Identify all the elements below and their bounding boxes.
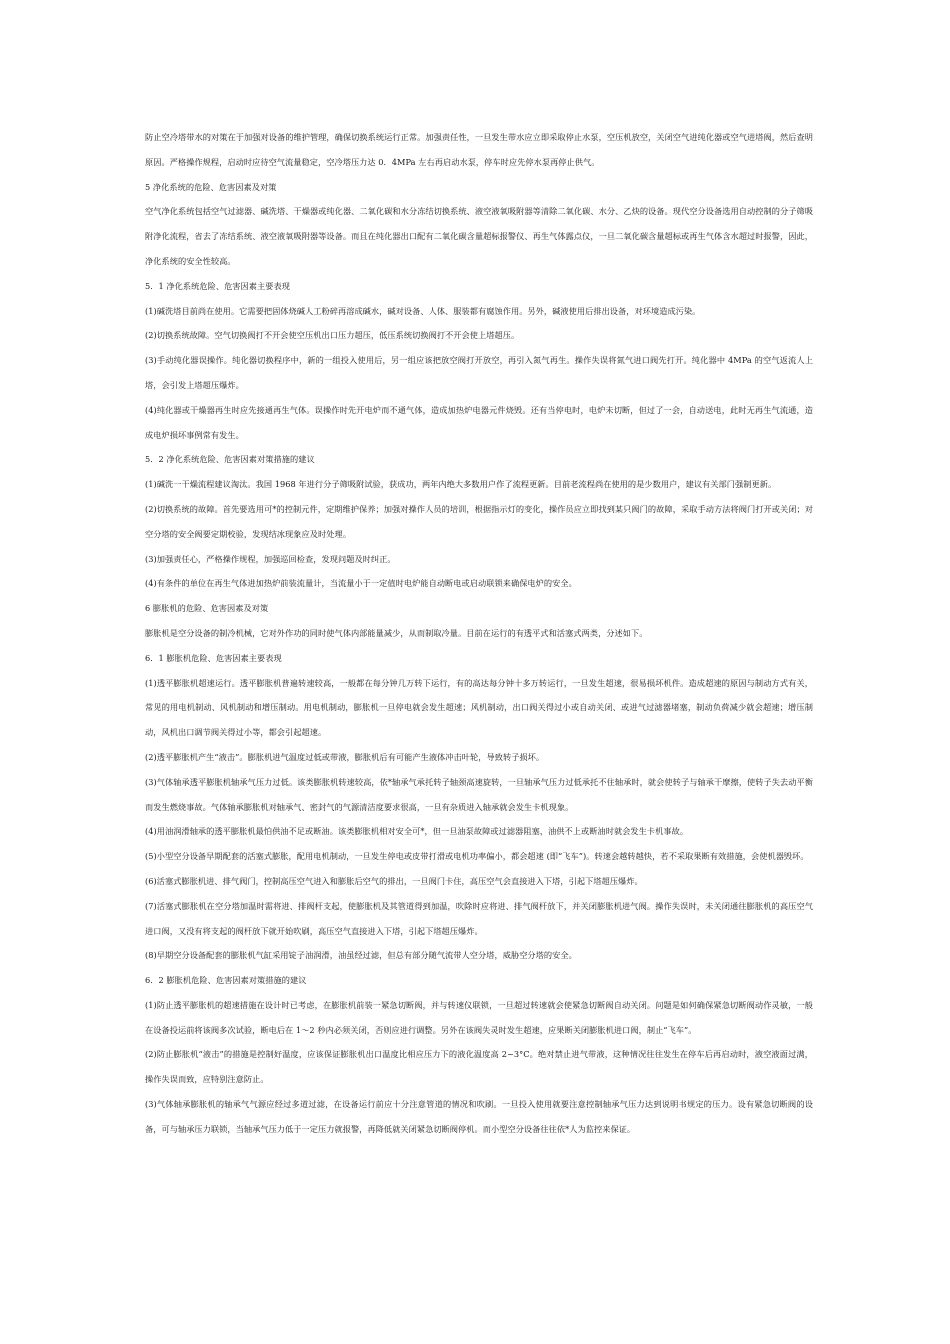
paragraph: 空气净化系统包括空气过滤器、碱洗塔、干燥器或纯化器、二氧化碳和水分冻结切换系统、液空液氧吸附器等清除二氧化碳、水分、乙炔的设备。现代空分设备选用自动控制的分子筛吸附净化流程，省去了冻结系统、液空液氧吸附器等设备。而且在纯化器出口配有二氧化碳含量超标报警仪、再生气体露点仪，一旦二氧化碳含量超标或再生气体含水超过时报警，因此，净化系统的安全性较高。 (145, 206, 813, 266)
subsection-heading: 6．1 膨胀机危险、危害因素主要表现 (145, 652, 282, 663)
list-item: (1)碱洗一干燥流程建议淘汰。我国 1968 年进行分子筛吸附试验，获成功，两年内绝大多数用户作了流程更新。目前老流程尚在使用的是少数用户，建议有关部门强制更新。 (145, 479, 777, 490)
list-item: (7)活塞式膨胀机在空分塔加温时需将进、排阀杆支起，使膨胀机及其管道得到加温，吹除时应将进、排气阀杆放下，并关闭膨胀机进气阀。操作失误时，未关闭通往膨胀机的高压空气进口阀，又没有将支起的阀杆放下就开始吹刷，高压空气直接进入下塔，引起下塔超压爆炸。 (145, 900, 813, 936)
list-item: (8)早期空分设备配套的膨胀机气缸采用锭子油润滑，油虽经过滤，但总有部分随气流带人空分塔，威胁空分塔的安全。 (145, 950, 577, 961)
list-item: (4)用油润滑轴承的透平膨胀机最怕供油不足或断油。该类膨胀机相对安全可*，但一旦油泵故障或过滤器阻塞，油供不上或断油时就会发生卡机事故。 (145, 826, 689, 837)
list-item: (5)小型空分设备早期配套的活塞式膨胀，配用电机制动，一旦发生停电或皮带打滑或电机功率偏小，都会超速 (即“飞车”)。转速会越转越快，若不采取果断有效措施，会使机器毁坏。 (145, 851, 809, 862)
list-item: (2)切换系统故障。空气切换阀打不开会使空压机出口压力超压，低压系统切换阀打不开会使上塔超压。 (145, 330, 520, 341)
list-item: (4)有条件的单位在再生气体进加热炉前装流量计，当流量小于一定值时电炉能自动断电或启动联锁来确保电炉的安全。 (145, 578, 577, 589)
list-item: (4)纯化器或干燥器再生时应先接通再生气体。误操作时先开电炉而不通气体，造成加热炉电器元件烧毁。还有当停电时，电炉未切断，但过了一会，自动送电，此时无再生气流通，造成电炉损坏事例常有发生。 (145, 404, 813, 440)
list-item: (1)透平膨胀机超速运行。透平膨胀机普遍转速较高，一般都在每分钟几万转下运行，有的高达每分钟十多万转运行，一旦发生超速，很易损坏机件。造成超速的原因与制动方式有关，常见的用电机制动、风机制动和增压制动。用电机制动，膨胀机一旦停电就会发生超速；风机制动，出口阀关得过小或自动关闭、或进气过滤器堵塞，制动负荷减少就会超速；增压制动，风机出口调节阀关得过小等，都会引起超速。 (145, 677, 813, 738)
list-item: (1)防止透平膨胀机的超速措施在设计时已考虑，在膨胀机前装一紧急切断阀，并与转速仪联锁，一旦超过转速就会使紧急切断阀自动关闭。问题是如何确保紧急切断阀动作灵敏，一般在设备投运前将该阀多次试验，断电后在 1～2 秒内必须关闭，否则应进行调整。另外在该阀失灵时发生超速，应果断关闭膨胀机进口阀，制止“飞车”。 (145, 999, 813, 1035)
list-item: (3)手动纯化器误操作。纯化器切换程序中，新的一组投入使用后，另一组应该把放空阀打开放空，再引入氮气再生。操作失误将氮气进口阀先打开。纯化器中 4MPa 的空气返流人上塔，会引发上塔超压爆炸。 (145, 355, 813, 390)
section-heading: 6 膨胀机的危险、危害因素及对策 (145, 603, 269, 614)
list-item: (2)透平膨胀机产生“液击”。膨胀机进气温度过低或带液，膨胀机后有可能产生液体冲击叶轮，导致转子损坏。 (145, 751, 545, 762)
list-item: (3)气体轴承透平膨胀机轴承气压力过低。该类膨胀机转速较高，依*轴承气承托转子轴颈高速旋转，一旦轴承气压力过低承托不住轴承时，就会使转子与轴承干摩擦，使转子失去动平衡而发生燃烧事故。气体轴承膨胀机对轴承气、密封气的气源清洁度要求很高，一旦有杂质进入轴承就会发生卡机现象。 (145, 776, 813, 812)
subsection-heading: 5．1 净化系统危险、危害因素主要表现 (145, 280, 290, 291)
list-item: (6)活塞式膨胀机进、排气阀门，控制高压空气进入和膨胀后空气的排出，一旦阀门卡住，高压空气会直接进入下塔，引起下塔超压爆炸。 (145, 875, 643, 886)
section-heading: 5 净化系统的危险、危害因素及对策 (145, 181, 277, 192)
list-item: (3)气体轴承膨胀机的轴承气气源应经过多道过滤，在设备运行前应十分注意管道的情况和吹刷。一旦投入使用就要注意控制轴承气压力达到说明书规定的压力。设有紧急切断阀的设备，可与轴承压力联锁，当轴承气压力低于一定压力就报警，再降低就关闭紧急切断阀停机。而小型空分设备往往依*人为监控来保证。 (145, 1099, 813, 1134)
list-item: (1)碱洗塔目前尚在使用。它需要把固体烧碱人工粉碎再溶成碱水，碱对设备、人体、服装都有腐蚀作用。另外，碱液使用后排出设备，对环境造成污染。 (145, 305, 701, 316)
subsection-heading: 5．2 净化系统危险、危害因素对策措施的建议 (145, 454, 315, 465)
paragraph: 防止空冷塔带水的对策在于加强对设备的维护管理，确保切换系统运行正常。加强责任性，一旦发生带水应立即采取停止水泵，空压机放空，关闭空气进纯化器或空气进塔阀，然后查明原因。严格操作规程，启动时应待空气流量稳定，空冷塔压力达 0．4MPa 左右再启动水泵，停车时应先停水泵再停止供气。 (145, 132, 813, 167)
list-item: (2)切换系统的故障。首先要选用可*的控制元件，定期维护保养；加强对操作人员的培训，根据指示灯的变化，操作员应立即找到某只阀门的故障，采取手动方法将阀门打开或关闭；对空分塔的安全阀要定期校验，发现结冰现象应及时处理。 (145, 503, 813, 539)
document-body (145, 125, 813, 1142)
paragraph: 膨胀机是空分设备的制冷机械，它对外作功的同时使气体内部能量减少，从而制取冷量。目前在运行的有透平式和活塞式两类，分述如下。 (145, 627, 648, 638)
list-item: (2)防止膨胀机“液击”的措施是控制好温度，应该保证膨胀机出口温度比相应压力下的液化温度高 2~3°C。绝对禁止进气带液，这种情况往往发生在停车后再启动时，液空液面过满，操作失误而致，应特别注意防止。 (145, 1049, 813, 1085)
list-item: (3)加强责任心，严格操作规程，加强巡回检查，发现问题及时纠正。 (145, 553, 396, 564)
subsection-heading: 6．2 膨胀机危险、危害因素对策措施的建议 (145, 975, 307, 986)
